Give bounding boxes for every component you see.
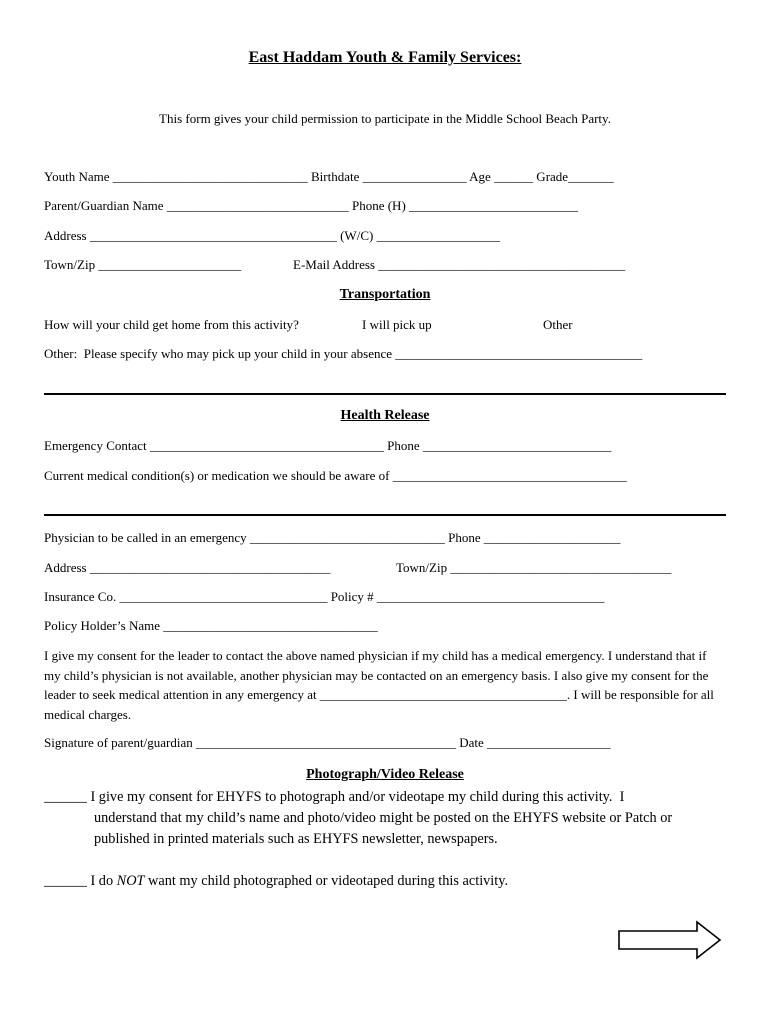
email-line[interactable]: E-Mail Address ______________________________________ [293,257,626,272]
photo-release-heading: Photograph/Video Release [306,767,464,782]
photo-consent-text: published in printed materials such as EHYFS newsletter, newspapers. [94,831,498,847]
physician-line[interactable]: Physician to be called in an emergency ______________________________ Phone _____________________ [44,530,621,545]
medical-consent-paragraph: I give my consent for the leader to contact the above named physician if my child has a medical emergency. I understand that if my child’s physician is not available, another physician may be contacted on an emergency basis. I also give my consent for the leader to seek medical attention in any emergency at ______________________________________. I will be responsible for all medical charges. [44,648,714,722]
parent-name-line[interactable]: Parent/Guardian Name ____________________________ Phone (H) __________________________ [44,198,579,213]
signature-line[interactable]: Signature of parent/guardian ________________________________________ Date ___________________ [44,735,611,750]
medical-conditions-line[interactable]: Current medical condition(s) or medication we should be aware of ____________________________________ [44,468,627,483]
physician-address-line[interactable]: Address _____________________________________ [44,560,331,575]
town-zip-line[interactable]: Town/Zip ______________________ [44,257,242,272]
photo-consent-line[interactable]: ______ I give my consent for EHYFS to photograph and/or videotape my child during this activity. I [44,789,625,805]
transportation-question: How will your child get home from this activity? [44,317,299,332]
form-title: East Haddam Youth & Family Services: [248,49,522,66]
next-page-arrow-icon [617,920,723,960]
address-line[interactable]: Address ______________________________________ (W/C) ___________________ [44,228,501,243]
decline-suffix: want my child photographed or videotaped during this activity. [144,873,509,889]
insurance-line[interactable]: Insurance Co. ________________________________ Policy # ___________________________________ [44,589,605,604]
section-divider [44,393,726,395]
health-heading: Health Release [340,408,430,423]
form-subtitle: This form gives your child permission to participate in the Middle School Beach Party. [159,111,611,126]
emergency-contact-line[interactable]: Emergency Contact ____________________________________ Phone _____________________________ [44,438,612,453]
section-divider [44,514,726,516]
pickup-option[interactable]: I will pick up [362,317,432,332]
decline-not: NOT [116,873,145,889]
decline-prefix: ______ I do [44,873,117,889]
physician-town-zip-line[interactable]: Town/Zip __________________________________ [396,560,672,575]
photo-decline-line[interactable] [44,871,508,892]
photo-consent-text: understand that my child’s name and photo/video might be posted on the EHYFS website or Patch or [94,810,673,826]
policy-holder-line[interactable]: Policy Holder’s Name _________________________________ [44,618,378,633]
transportation-heading: Transportation [339,287,431,302]
other-pickup-line[interactable]: Other: Please specify who may pick up your child in your absence ______________________________________ [44,346,643,361]
other-option[interactable]: Other [543,317,573,332]
youth-name-line[interactable]: Youth Name ______________________________ Birthdate ________________ Age ______ Grade_______ [44,169,614,184]
